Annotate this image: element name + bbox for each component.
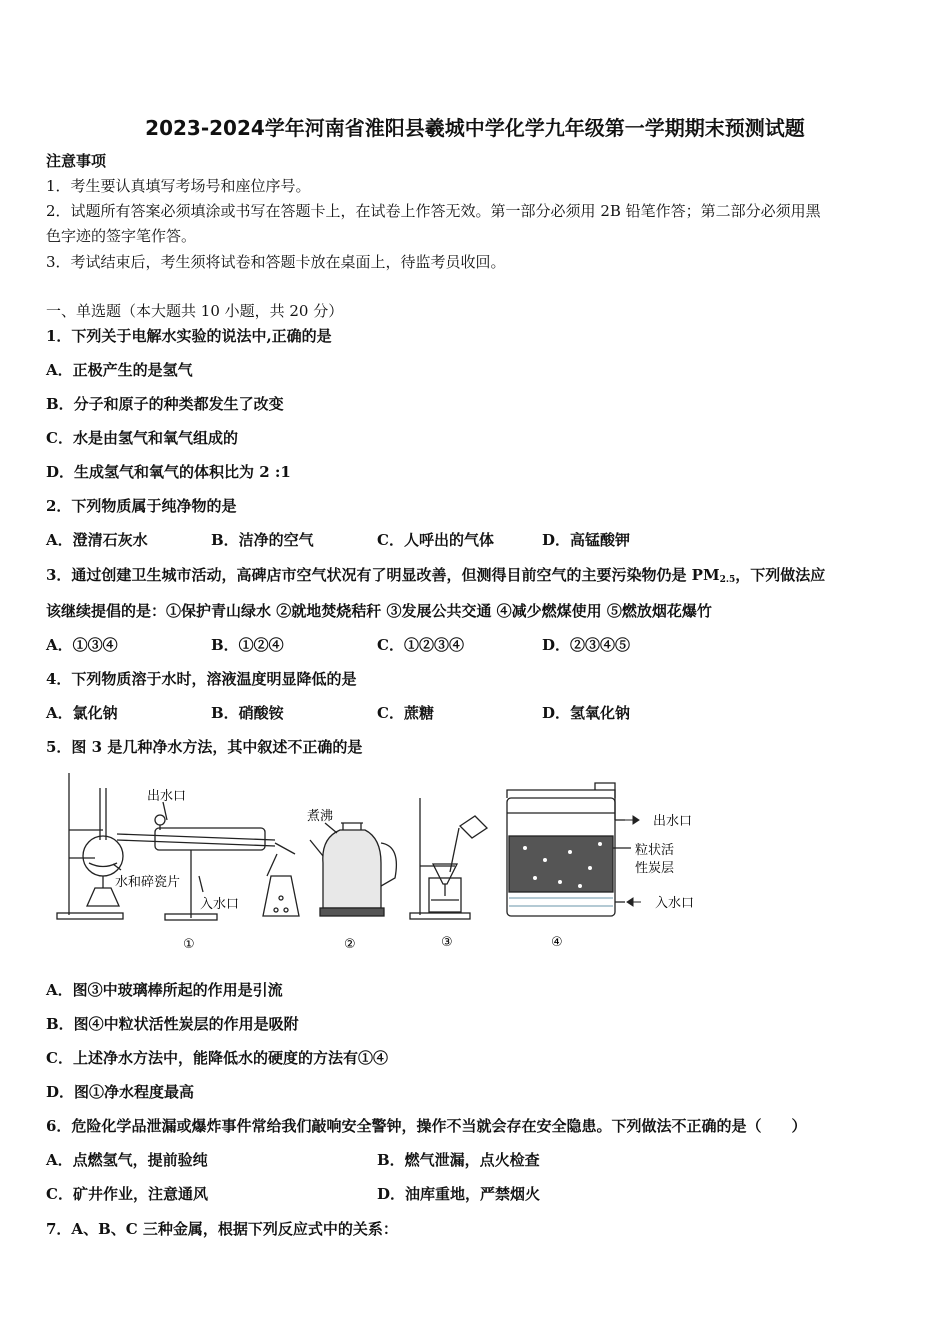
q3-option-a: A．①③④ [46,636,118,654]
q1-option-c: C．水是由氢气和氧气组成的 [46,429,238,447]
q7-stem: 7．A、B、C 三种金属，根据下列反应式中的关系： [46,1220,398,1238]
q2-stem: 2．下列物质属于纯净物的是 [46,497,237,515]
section-heading: 一、单选题（本大题共 10 小题，共 20 分） [46,302,344,320]
fig-number-3: ③ [441,935,453,950]
water-purification-figure [55,768,715,958]
q5-stem: 5．图 3 是几种净水方法，其中叙述不正确的是 [46,738,363,756]
page-title: 2023-2024学年河南省淮阳县羲城中学化学九年级第一学期期末预测试题 [145,116,805,140]
notice-item-1: 1．考生要认真填写考场号和座位序号。 [46,177,311,195]
q3-stem [46,565,825,590]
fig-label-outlet-1: 出水口 [147,789,187,804]
q1-option-a: A．正极产生的是氢气 [46,361,193,379]
q3-stem-part2: ，下列做法应 [735,566,826,584]
q4-option-c: C．蔗糖 [377,704,434,722]
fig-label-carbon-1: 粒状活 [635,843,675,858]
q2-option-d: D．高锰酸钾 [542,531,631,549]
q1-stem: 1．下列关于电解水实验的说法中,正确的是 [46,327,332,345]
fig-label-outlet-4: 出水口 [653,814,693,829]
q1-option-d: D．生成氢气和氧气的体积比为 2 :1 [46,463,291,481]
q3-option-b: B．①②④ [211,636,284,654]
q6-stem: 6．危险化学品泄漏或爆炸事件常给我们敲响安全警钟，操作不当就会存在安全隐患。下列做法不正确的是（ ） [46,1117,807,1135]
q4-stem: 4．下列物质溶于水时，溶液温度明显降低的是 [46,670,357,688]
q4-option-b: B．硝酸铵 [211,704,284,722]
q5-option-d: D．图①净水程度最高 [46,1083,195,1101]
q3-stem-subscript: 2.5 [719,575,736,585]
notice-item-2: 2．试题所有答案必须填涂或书写在答题卡上，在试卷上作答无效。第一部分必须用 2B 铅笔作答；第二部分必须用黑 [46,202,821,220]
fig-label-inlet-1: 入水口 [200,897,240,912]
notice-item-2-cont: 色字迹的签字笔作答。 [46,227,197,245]
q2-option-b: B．洁净的空气 [211,531,314,549]
q3-option-c: C．①②③④ [377,636,464,654]
q3-option-d: D．②③④⑤ [542,636,631,654]
fig-label-carbon-2: 性炭层 [635,861,675,876]
fig-number-4: ④ [551,935,563,950]
q2-option-a: A．澄清石灰水 [46,531,148,549]
q3-stem-cont: 该继续提倡的是：①保护青山绿水 ②就地焚烧秸秆 ③发展公共交通 ④减少燃煤使用 ⑤燃放烟花爆竹 [46,602,712,620]
q3-stem-part1: 3．通过创建卫生城市活动，高碑店市空气状况有了明显改善，但测得目前空气的主要污染物仍是 PM [46,566,720,584]
q4-option-a: A．氯化钠 [46,704,118,722]
q6-option-b: B．燃气泄漏，点火检查 [377,1151,540,1169]
notice-heading: 注意事项 [46,152,107,170]
q6-option-c: C．矿井作业，注意通风 [46,1185,208,1203]
q4-option-d: D．氢氧化钠 [542,704,631,722]
fig-number-1: ① [183,937,195,952]
q5-option-a: A．图③中玻璃棒所起的作用是引流 [46,981,283,999]
q6-option-d: D．油库重地，严禁烟火 [377,1185,541,1203]
fig-label-inlet-4: 入水口 [655,896,695,911]
fig-label-boiling: 煮沸 [307,809,334,824]
q1-option-b: B．分子和原子的种类都发生了改变 [46,395,284,413]
q5-option-b: B．图④中粒状活性炭层的作用是吸附 [46,1015,299,1033]
q5-option-c: C．上述净水方法中，能降低水的硬度的方法有①④ [46,1049,388,1067]
fig-number-2: ② [344,937,356,952]
fig-label-water-chips: 水和碎瓷片 [115,875,181,890]
q2-option-c: C．人呼出的气体 [377,531,494,549]
q6-option-a: A．点燃氢气，提前验纯 [46,1151,208,1169]
filtration-apparatus-icon [410,798,487,919]
notice-item-3: 3．考试结束后，考生须将试卷和答题卡放在桌面上，待监考员收回。 [46,253,506,271]
kettle-icon [310,823,396,916]
